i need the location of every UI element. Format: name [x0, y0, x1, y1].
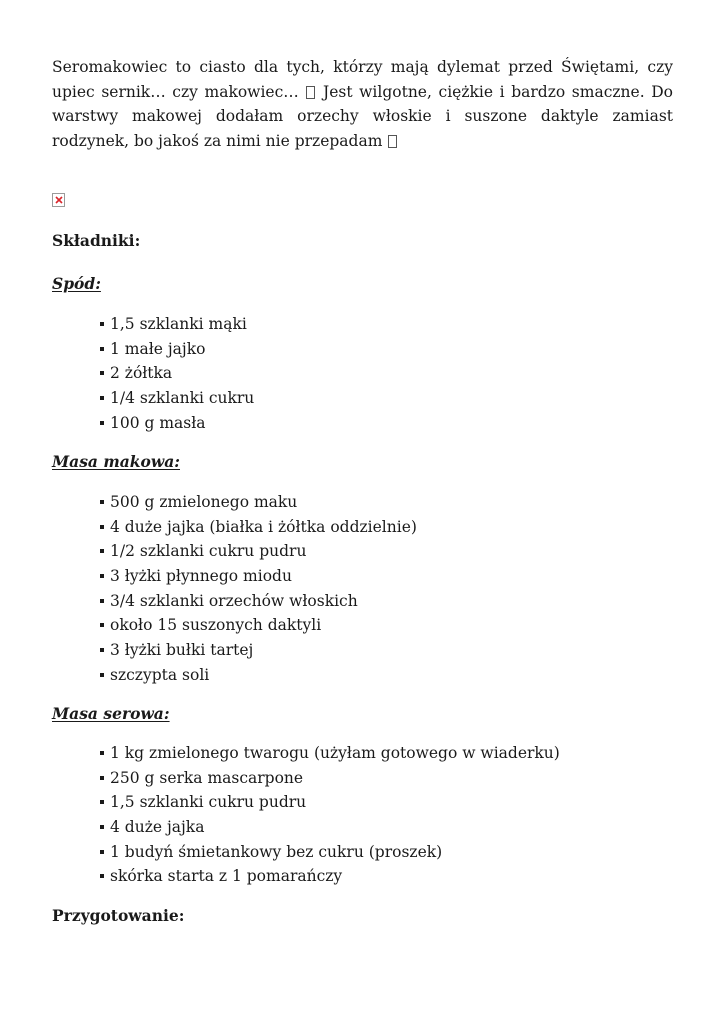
intro-text-part-2: Jest wilgotne, ciężkie i bardzo smaczne. Do warstwy makowej dodałam orzechy włoskie i suszone daktyle zamiast rodzynek, bo jakoś za nimi nie przepadam: [52, 82, 673, 150]
list-item: 2 żółtka: [100, 361, 254, 386]
ingredient-list-spod: [100, 312, 254, 435]
list-item: 1 małe jajko: [100, 337, 254, 362]
bullet-icon: [100, 322, 104, 326]
bullet-icon: [100, 751, 104, 755]
bullet-icon: [100, 623, 104, 627]
bullet-icon: [100, 371, 104, 375]
list-item: około 15 suszonych daktyli: [100, 613, 417, 638]
list-item: 3 łyżki bułki tartej: [100, 638, 417, 663]
intro-text-part-1: Seromakowiec to ciasto dla tych, którzy mają dylemat przed Świętami, czy upiec sernik… czy makowiec…: [52, 58, 673, 101]
missing-emoji-glyph: [388, 135, 397, 148]
list-item: 1,5 szklanki mąki: [100, 312, 254, 337]
bullet-icon: [100, 421, 104, 425]
list-item: 1/2 szklanki cukru pudru: [100, 539, 417, 564]
list-item: 4 duże jajka: [100, 815, 560, 840]
bullet-icon: [100, 500, 104, 504]
list-item: 1/4 szklanki cukru: [100, 386, 254, 411]
section-title-spod: Spód:: [52, 274, 101, 293]
list-item: 3 łyżki płynnego miodu: [100, 564, 417, 589]
list-item: szczypta soli: [100, 663, 417, 688]
list-item: 3/4 szklanki orzechów włoskich: [100, 589, 417, 614]
ingredients-heading: Składniki:: [52, 231, 141, 250]
bullet-icon: [100, 874, 104, 878]
bullet-icon: [100, 800, 104, 804]
intro-paragraph: [52, 55, 673, 153]
bullet-icon: [100, 850, 104, 854]
ingredient-list-masa-serowa: [100, 741, 560, 889]
list-item: 1 kg zmielonego twarogu (użyłam gotowego w wiaderku): [100, 741, 560, 766]
broken-image-icon[interactable]: [52, 193, 65, 207]
list-item: 1 budyń śmietankowy bez cukru (proszek): [100, 840, 560, 865]
bullet-icon: [100, 776, 104, 780]
bullet-icon: [100, 673, 104, 677]
list-item: 100 g masła: [100, 411, 254, 436]
list-item: 4 duże jajka (białka i żółtka oddzielnie): [100, 515, 417, 540]
broken-image-x-icon: [55, 196, 63, 204]
ingredient-list-masa-makowa: [100, 490, 417, 688]
recipe-page: [52, 55, 673, 925]
bullet-icon: [100, 347, 104, 351]
preparation-heading: Przygotowanie:: [52, 906, 185, 925]
list-item: 250 g serka mascarpone: [100, 766, 560, 791]
section-title-masa-serowa: Masa serowa:: [52, 704, 170, 723]
list-item: skórka starta z 1 pomarańczy: [100, 864, 560, 889]
missing-emoji-glyph: [306, 86, 315, 99]
bullet-icon: [100, 574, 104, 578]
bullet-icon: [100, 396, 104, 400]
bullet-icon: [100, 525, 104, 529]
list-item: 1,5 szklanki cukru pudru: [100, 790, 560, 815]
list-item: 500 g zmielonego maku: [100, 490, 417, 515]
bullet-icon: [100, 599, 104, 603]
bullet-icon: [100, 825, 104, 829]
bullet-icon: [100, 549, 104, 553]
bullet-icon: [100, 648, 104, 652]
section-title-masa-makowa: Masa makowa:: [52, 452, 180, 471]
